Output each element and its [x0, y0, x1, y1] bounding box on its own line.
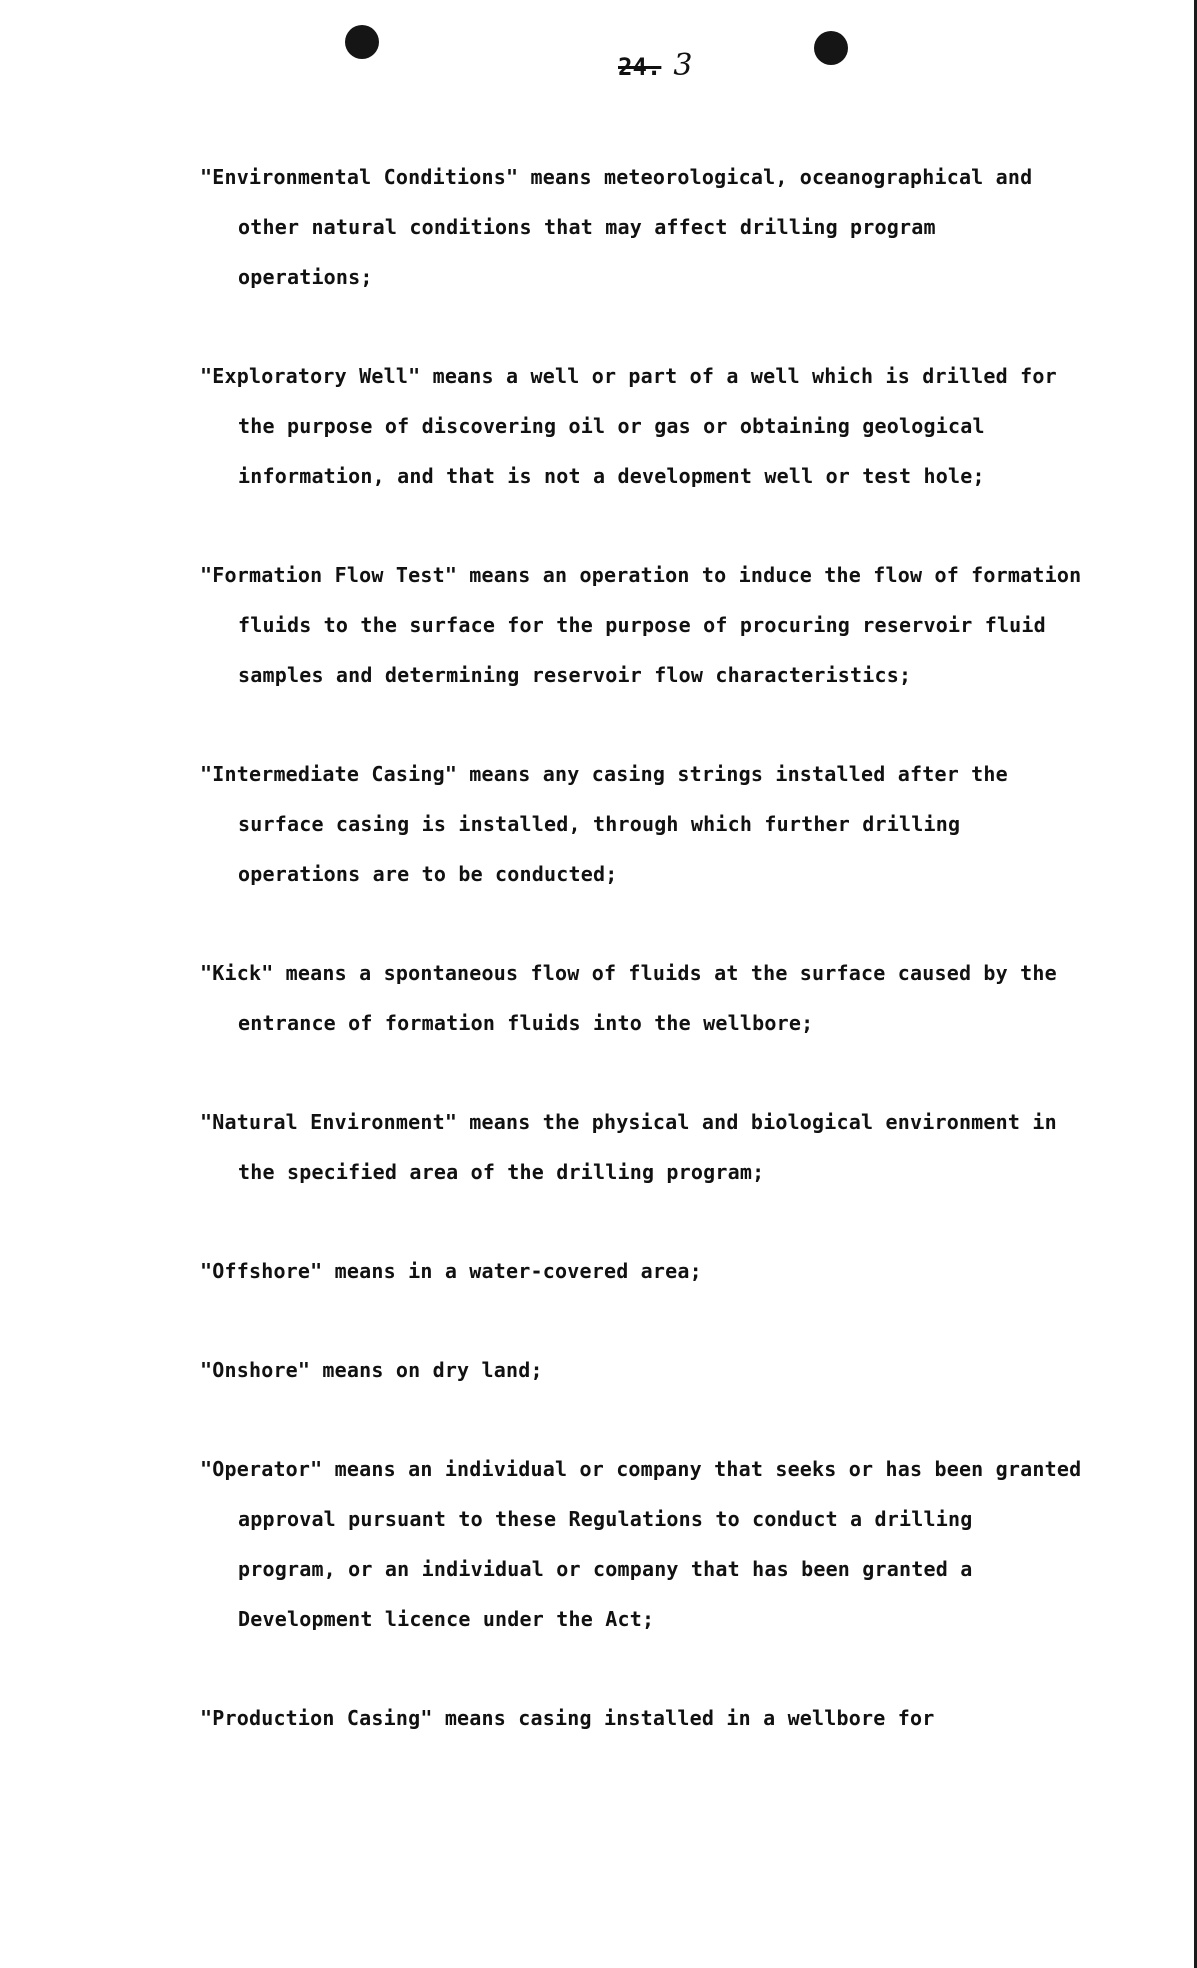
definition-line: entrance of formation fluids into the wellbore;	[238, 1011, 814, 1035]
definition-line: information, and that is not a development well or test hole;	[238, 464, 985, 488]
definition-environmental-conditions	[200, 152, 1120, 302]
struck-page-number: 24.	[618, 53, 662, 81]
definition-line: other natural conditions that may affect drilling program	[238, 215, 936, 239]
definition-exploratory-well	[200, 351, 1120, 501]
definition-operator	[200, 1444, 1120, 1644]
punch-hole-left	[345, 25, 379, 59]
page-number	[618, 48, 692, 83]
definition-line: operations are to be conducted;	[238, 862, 618, 886]
paragraph-gap	[200, 1644, 1120, 1693]
paragraph-gap	[200, 1197, 1120, 1246]
definition-line: "Exploratory Well" means a well or part of a well which is drilled for	[200, 364, 1057, 388]
definition-line: surface casing is installed, through which further drilling	[238, 812, 961, 836]
definition-intermediate-casing	[200, 749, 1120, 899]
definition-line: "Environmental Conditions" means meteorological, oceanographical and	[200, 165, 1033, 189]
paragraph-gap	[200, 1296, 1120, 1345]
punch-hole-right	[814, 31, 848, 65]
definition-line: "Offshore" means in a water-covered area;	[200, 1259, 702, 1283]
definition-kick	[200, 948, 1120, 1048]
paragraph-gap	[200, 302, 1120, 351]
definition-formation-flow-test	[200, 550, 1120, 700]
definition-offshore	[200, 1246, 1120, 1296]
definition-line: "Operator" means an individual or company that seeks or has been granted	[200, 1457, 1082, 1481]
definition-production-casing	[200, 1693, 1120, 1743]
paragraph-gap	[200, 1395, 1120, 1444]
definitions-list	[200, 152, 1120, 1743]
definition-line: "Natural Environment" means the physical and biological environment in	[200, 1110, 1057, 1134]
definition-line: samples and determining reservoir flow characteristics;	[238, 663, 912, 687]
definition-line: the purpose of discovering oil or gas or obtaining geological	[238, 414, 985, 438]
paragraph-gap	[200, 700, 1120, 749]
definition-line: "Kick" means a spontaneous flow of fluids at the surface caused by the	[200, 961, 1057, 985]
definition-line: operations;	[238, 265, 373, 289]
handwritten-page-number: 3	[673, 48, 693, 83]
paragraph-gap	[200, 899, 1120, 948]
definition-line: fluids to the surface for the purpose of procuring reservoir fluid	[238, 613, 1046, 637]
paragraph-gap	[200, 501, 1120, 550]
definition-line: the specified area of the drilling program;	[238, 1160, 765, 1184]
definition-line: Development licence under the Act;	[238, 1607, 655, 1631]
definition-natural-environment	[200, 1097, 1120, 1197]
definition-onshore	[200, 1345, 1120, 1395]
definition-line: program, or an individual or company that has been granted a	[238, 1557, 973, 1581]
definition-line: approval pursuant to these Regulations to conduct a drilling	[238, 1507, 973, 1531]
paragraph-gap	[200, 1048, 1120, 1097]
definition-line: "Formation Flow Test" means an operation to induce the flow of formation	[200, 563, 1082, 587]
definition-line: "Intermediate Casing" means any casing strings installed after the	[200, 762, 1008, 786]
definition-line: "Onshore" means on dry land;	[200, 1358, 543, 1382]
definition-line: "Production Casing" means casing installed in a wellbore for	[200, 1706, 935, 1730]
